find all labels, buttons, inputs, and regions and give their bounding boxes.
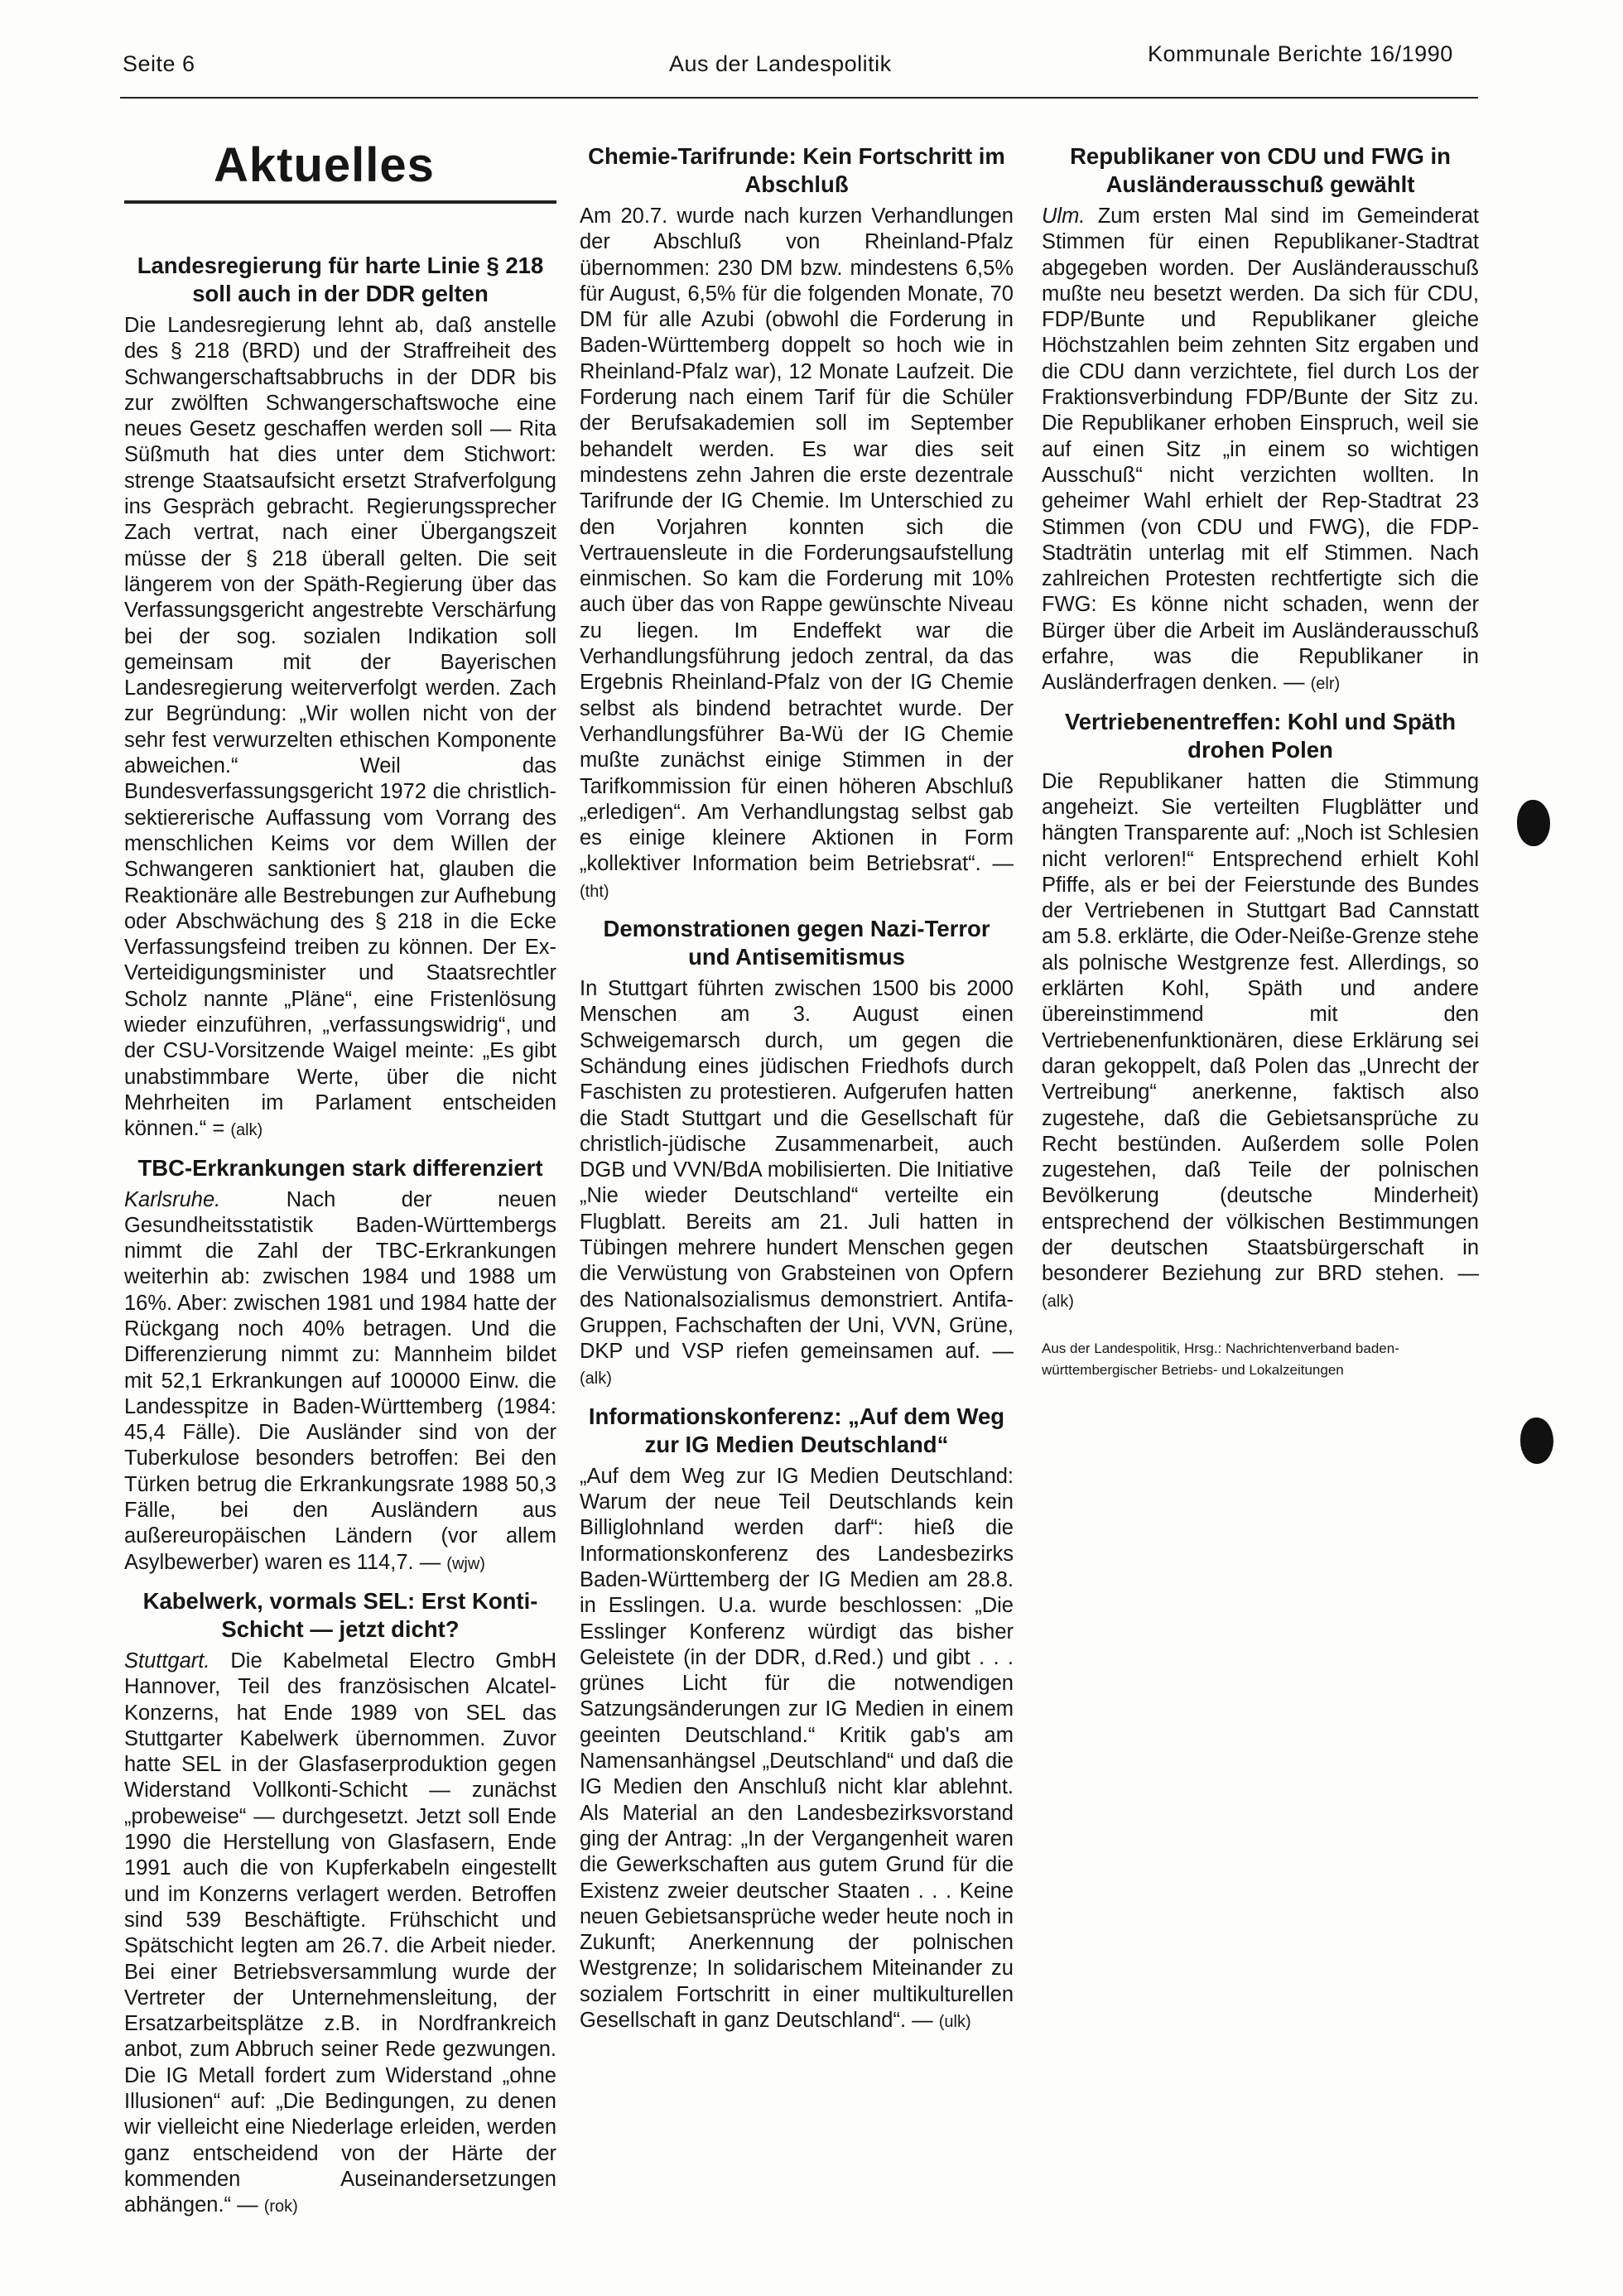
article-body: „Auf dem Weg zur IG Medien Deutschland: Warum der neue Teil Deutschlands kein Billiglohnland werden darf“: hieß die Informationskonferenz des Landesbezirks Baden-Württemberg der IG Medien am 28.8. in Esslingen. U.a. wurde beschlossen: „Die Esslinger Konferenz würdigt das bisher Geleistete (in der DDR, d.Red.) und gibt . . . grünes Licht für die notwendigen Satzungsänderungen zur IG Medien in einem geeinten Deutschland.“ Kritik gab's am Namensanhängsel „Deutschland“ und daß die IG Medien den Anschluß nicht klar ablehnt. Als Material an den Landesbezirksvorstand ging der Antrag: „In der Vergangenheit waren die Gewerkschaften aus gutem Grund für die Existenz zweier deutscher Staaten . . . Keine neuen Gebietsansprüche weder heute noch in Zukunft; Anerkennung der polnischen Westgrenze; In solidarischem Miteinander zu sozialem Fortschritt in einer multikulturellen Gesellschaft in ganz Deutschland“. — (ulk) [580,1464,1014,2032]
article-body: Ulm. Zum ersten Mal sind im Gemeinderat Stimmen für einen Republikaner-Stadtrat abgegeben worden. Der Ausländerausschuß mußte neu besetzt werden. Da sich für CDU, FDP/Bunte und Republikaner gleiche Höchstzahlen beim zehnten Sitz ergaben und die CDU dann verzichtete, fiel durch Los der Fraktionsverbindung FDP/Bunte der Sitz zu. Die Republikaner erhoben Einspruch, weil sie auf einen Sitz „in einem so wichtigen Ausschuß“ nicht verzichten wollten. In geheimer Wahl erhielt der Rep-Stadtrat 23 Stimmen (von CDU und FWG), die FDP-Stadträtin unterlag mit elf Stimmen. Nach zahlreichen Protesten rechtfertigte sich die FWG: Es könne nicht schaden, wenn der Bürger über die Arbeit im Ausländerausschuß erfahre, was die Republikaner in Ausländerfragen denken. — (elr) [1042,205,1480,695]
publication-title: Kommunale Berichte 16/1990 [1148,41,1453,66]
article-body: In Stuttgart führten zwischen 1500 bis 2000 Menschen am 3. August einen Schweigemarsch durch, um gegen die Schändung eines jüdischen Friedhofs durch Faschisten zu protestieren. Aufgerufen hatten die Stadt Stuttgart und die Gesellschaft für christlich-jüdische Zusammenarbeit, auch DGB und VVN/BdA mobilisierten. Die Initiative „Nie wieder Deutschland“ verteilte ein Flugblatt. Bereits am 21. Juli hatten in Tübingen mehrere hundert Menschen gegen die Verwüstung von Grabsteinen von Opfern des Nationalsozialismus demonstriert. Antifa-Gruppen, Fachschaften der Uni, VVN, Grüne, DKP und VSP riefen gemeinsamen auf. — (alk) [580,977,1014,1389]
article-body: Stuttgart. Die Kabelmetal Electro GmbH Hannover, Teil des französischen Alcatel-Konzerns, hat Ende 1989 von SEL das Stuttgarter Kabelwerk übernommen. Zuvor hatte SEL in der Glasfaserproduktion gegen Widerstand Vollkonti-Schicht — zunächst „probeweise“ — durchgesetzt. Jetzt soll Ende 1990 die Herstellung von Glasfasern, Ende 1991 auch die von Kupferkabeln eingestellt und im Konzerns verlagert werden. Betroffen sind 539 Beschäftigte. Frühschicht und Spätschicht legten am 26.7. die Arbeit nieder. Bei einer Betriebsversammlung wurde der Vertreter der Unternehmensleitung, der Ersatzarbeitsplätze z.B. in Nordfrankreich anbot, zum Abbruch seiner Rede gezwungen. Die IG Metall fordert zum Widerstand „ohne Illusionen“ auf: „Die Bedingungen, zu denen wir vielleicht eine Niederlage erleiden, werden ganz entscheidend von der Härte der kommenden Auseinandersetzungen abhängen.“ — (rok) [124,1649,556,2217]
column-2 [580,132,1014,2035]
page-number: Seite 6 [123,51,195,76]
punch-hole-icon [1520,1418,1553,1464]
publisher-footer: Aus der Landespolitik, Hrsg.: Nachrichtenverband baden-württembergischer Betriebs- und Lokalzeitungen [1042,1340,1399,1378]
column-1 [124,132,556,2220]
article-body: Die Landesregierung lehnt ab, daß anstelle des § 218 (BRD) und der Straffreiheit des Schwangerschaftsabbruchs in der DDR bis zur zwölften Schwangerschaftswoche eine neues Gesetz geschaffen werden soll — Rita Süßmuth hat dies unter dem Stichwort: strenge Staatsaufsicht ersetzt Strafverfolgung ins Gespräch gebracht. Regierungssprecher Zach vertrat, nach einer Übergangszeit müsse der § 218 überall gelten. Die seit längerem von der Späth-Regierung über das Verfassungsgericht angestrebte Verschärfung bei der sog. sozialen Indikation soll gemeinsam mit der Bayerischen Landesregierung weiterverfolgt werden. Zach zur Begründung: „Wir wollen nicht von der sehr fest verwurzelten ethischen Komponente abweichen.“ Weil das Bundesverfassungsgericht 1972 die christlich-sektiererische Auffassung vom Vorrang des menschlichen Keims vor dem Willen der Schwangeren sanktioniert hat, glauben die Reaktionäre alle Bestrebungen zur Aufhebung oder Abschwächung des § 218 in die Ecke Verfassungsfeind treiben zu können. Der Ex-Verteidigungsminister und Staatsrechtler Scholz nannte „Pläne“, eine Fristenlösung wieder einzuführen, „verfassungswidrig“, und der CSU-Vorsitzende Waigel meinte: „Es gibt unabstimmbare Werte, über die nicht Mehrheiten im Parlament entscheiden können.“ = (alk) [124,314,556,1141]
article-headline: Vertriebenentreffen: Kohl und Späth drohen Polen [1064,708,1457,763]
article-headline: Chemie-Tarifrunde: Kein Fortschritt im Abschluß [588,143,1005,197]
punch-hole-icon [1517,800,1550,846]
article-headline: TBC-Erkrankungen stark differenziert [137,1154,543,1181]
article-headline: Demonstrationen gegen Nazi-Terror und Antisemitismus [603,916,990,970]
article-headline: Kabelwerk, vormals SEL: Erst Konti-Schicht — jetzt dicht? [142,1587,538,1642]
column-3 [1042,132,1479,1381]
article-headline: Informationskonferenz: „Auf dem Weg zur IG Medien Deutschland“ [588,1403,1005,1457]
section-heading: Aktuelles [214,138,435,192]
article-headline: Republikaner von CDU und FWG in Ausländerausschuß gewählt [1070,143,1451,197]
section-title: Aus der Landespolitik [669,51,892,76]
article-body: Die Republikaner hatten die Stimmung angeheizt. Sie verteilten Flugblätter und hängten Transparente auf: „Noch ist Schlesien nicht verloren!“ Entsprechend erhielt Kohl Pfiffe, als er bei der Feierstunde des Bundes der Vertriebenen in Stuttgart Bad Cannstatt am 5.8. erklärte, die Oder-Neiße-Grenze stehe als polnische Westgrenze fest. Allerdings, so erklärten Kohl, Späth und andere übereinstimmend mit den Vertriebenenfunktionären, diese Erklärung sei daran gekoppelt, daß Polen das „Unrecht der Vertreibung“ anerkenne, faktisch also zugestehe, daß die Gebietsansprüche zu Recht bestünden. Außerdem solle Polen zugestehen, daß Teile der polnischen Bevölkerung (deutsche Minderheit) entsprechend der völkischen Bestimmungen der deutschen Staatsbürgerschaft in besonderer Beziehung zur BRD stehen. — (alk) [1042,769,1479,1311]
header-rule [120,97,1478,99]
heading-rule [124,200,556,204]
article-body: Am 20.7. wurde nach kurzen Verhandlungen der Abschluß von Rheinland-Pfalz übernommen: 230 DM bzw. mindestens 6,5% für August, 6,5% für die folgenden Monate, 70 DM für alle Azubi (obwohl die Forderung in Baden-Württemberg doppelt so hoch wie in Rheinland-Pfalz war), 12 Monate Laufzeit. Die Forderung nach einem Tarif für die Schüler der Berufsakademien soll im September behandelt werden. Es war dies seit mindestens zehn Jahren die erste dezentrale Tarifrunde der IG Chemie. Im Unterschied zu den Vorjahren konnten sich die Vertrauensleute in die Forderungsaufstellung einmischen. So kam die Forderung mit 10% auch über das von Rappe gewünschte Niveau zu liegen. Im Endeffekt war die Verhandlungsführung jedoch zentral, da das Ergebnis Rheinland-Pfalz von der IG Chemie selbst als bindend betrachtet wurde. Der Verhandlungsführer Ba-Wü der IG Chemie mußte zunächst einige Stimmen in der Tarifkommission für einen höheren Abschluß „erledigen“. Am Verhandlungstag selbst gab es einige kleinere Aktionen in Form „kollektiver Information beim Betriebsrat“. — (tht) [580,205,1014,901]
article-body: Karlsruhe. Nach der neuen Gesundheitsstatistik Baden-Württembergs nimmt die Zahl der TBC-Erkrankungen weiterhin ab: zwischen 1984 und 1988 um 16%. Aber: zwischen 1981 und 1984 hatte der Rückgang noch 40% betragen. Und die Differenzierung nimmt zu: Mannheim bildet mit 52,1 Erkrankungen auf 100000 Einw. die Landesspitze in Baden-Württemberg (1984: 45,4 Fälle). Die Ausländer sind von der Tuberkulose besonders betroffen: Bei den Türken betrug die Erkrankungsrate 1988 50,3 Fälle, bei den Ausländern aus außereuropäischen Ländern (vor allem Asylbewerber) waren es 114,7. — (wjw) [124,1187,556,1574]
article-headline: Landesregierung für harte Linie § 218 soll auch in der DDR gelten [137,253,544,306]
